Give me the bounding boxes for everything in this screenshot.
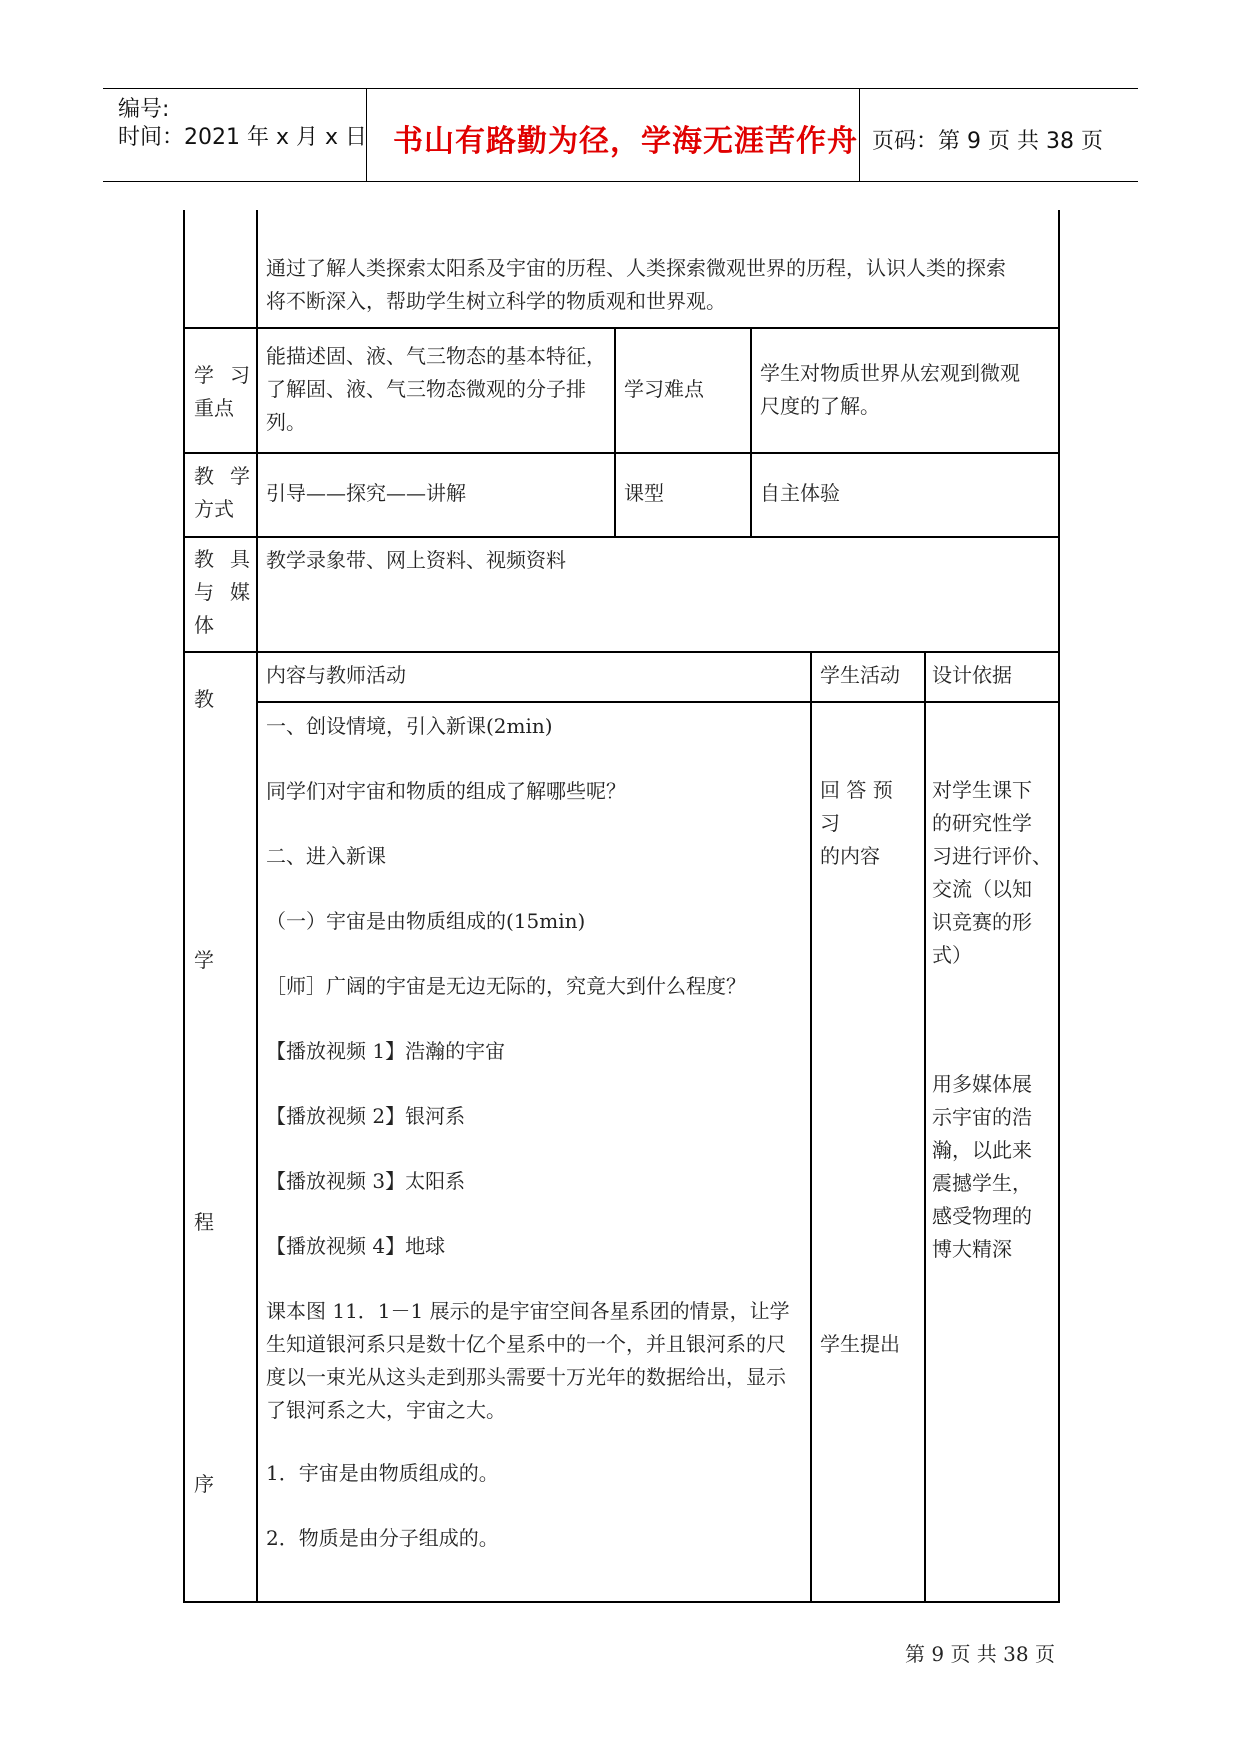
design-basis-line: 博大精深 xyxy=(932,1237,1012,1261)
design-basis-line: 震撼学生， xyxy=(932,1171,1032,1195)
table-border-bottom xyxy=(183,1601,1060,1603)
key-label-line-2: 重点 xyxy=(194,396,234,420)
design-basis-line: 习进行评价、 xyxy=(932,844,1052,868)
content-para-line: 度以一束光从这头走到那头需要十万光年的数据给出，显示 xyxy=(266,1365,786,1389)
process-label-char-2: 学 xyxy=(194,948,214,972)
content-line: 2．物质是由分子组成的。 xyxy=(266,1526,499,1550)
row-divider-header xyxy=(256,701,1060,703)
table-border-right xyxy=(1058,210,1060,1602)
content-line: 【播放视频 4】地球 xyxy=(266,1234,446,1258)
key-line-2: 了解固、液、气三物态微观的分子排 xyxy=(266,377,586,401)
column-header-design: 设计依据 xyxy=(932,663,1012,687)
col-divider-student xyxy=(810,651,812,1602)
process-label-char-4: 序 xyxy=(194,1472,214,1496)
header-top-rule xyxy=(103,88,1138,89)
content-line: 二、进入新课 xyxy=(266,844,386,868)
media-text: 教学录象带、网上资料、视频资料 xyxy=(266,548,566,572)
header-divider-right xyxy=(859,88,860,181)
key-points-text xyxy=(266,340,608,439)
student-activity-line: 的内容 xyxy=(820,844,880,868)
difficulty-text xyxy=(760,357,1052,423)
difficulty-line-2: 尺度的了解。 xyxy=(760,394,880,418)
document-number-label: 编号: xyxy=(118,97,170,122)
content-para-line: 生知道银河系只是数十亿个星系中的一个，并且银河系的尺 xyxy=(266,1332,786,1356)
design-basis-line: 式） xyxy=(932,943,972,967)
process-label-char-3: 程 xyxy=(194,1210,214,1234)
difficulty-line-1: 学生对物质世界从宏观到微观 xyxy=(760,361,1020,385)
header-bottom-rule xyxy=(103,181,1138,182)
column-header-student: 学生活动 xyxy=(820,663,900,687)
design-basis-line: 瀚，以此来 xyxy=(932,1138,1032,1162)
col-divider-design xyxy=(924,651,926,1602)
design-basis-line: 感受物理的 xyxy=(932,1204,1032,1228)
table-label-divider xyxy=(256,210,258,1602)
media-label-line-2: 与 媒 xyxy=(194,580,250,604)
student-activity-line: 回 答 预 习 xyxy=(820,778,893,835)
footer-page-number: 第 9 页 共 38 页 xyxy=(905,1642,1055,1666)
design-basis-line: 识竞赛的形 xyxy=(932,910,1032,934)
document-date: 时间：2021 年 x 月 x 日 xyxy=(118,125,367,150)
method-label xyxy=(194,460,250,526)
student-activity-2: 学生提出 xyxy=(820,1332,900,1356)
content-line: 【播放视频 1】浩瀚的宇宙 xyxy=(266,1039,506,1063)
content-line: 1．宇宙是由物质组成的。 xyxy=(266,1461,499,1485)
content-line: 【播放视频 3】太阳系 xyxy=(266,1169,466,1193)
table-border-left xyxy=(183,210,185,1602)
row-divider-2 xyxy=(183,452,1060,454)
content-line: 【播放视频 2】银河系 xyxy=(266,1104,466,1128)
row-divider-1 xyxy=(183,327,1060,329)
col-divider-b xyxy=(750,327,752,536)
header-page-number: 页码：第 9 页 共 38 页 xyxy=(872,129,1103,154)
content-line: ［师］广阔的宇宙是无边无际的，究竟大到什么程度？ xyxy=(266,974,746,998)
difficulty-label: 学习难点 xyxy=(624,377,704,401)
media-label xyxy=(194,543,250,642)
design-basis-line: 对学生课下 xyxy=(932,778,1032,802)
col-divider-a xyxy=(614,327,616,536)
goal-line-1: 通过了解人类探索太阳系及宇宙的历程、人类探索微观世界的历程，认识人类的探索 xyxy=(266,256,1006,280)
process-label-char-1: 教 xyxy=(194,687,214,711)
content-line: 一、创设情境，引入新课(2min) xyxy=(266,714,553,738)
type-text: 自主体验 xyxy=(760,481,840,505)
design-basis-line: 用多媒体展 xyxy=(932,1072,1032,1096)
student-activity-1 xyxy=(820,774,916,873)
content-line: （一）宇宙是由物质组成的(15min) xyxy=(266,909,586,933)
design-basis-line: 交流（以知 xyxy=(932,877,1032,901)
goal-line-2: 将不断深入，帮助学生树立科学的物质观和世界观。 xyxy=(266,289,726,313)
content-paragraph xyxy=(266,1295,806,1427)
media-label-line-1: 教 具 xyxy=(194,547,250,571)
design-basis-1 xyxy=(932,774,1052,972)
content-para-line: 了银河系之大，宇宙之大。 xyxy=(266,1398,506,1422)
row-divider-4 xyxy=(183,651,1060,653)
type-label: 课型 xyxy=(624,481,664,505)
design-basis-line: 示宇宙的浩 xyxy=(932,1105,1032,1129)
key-points-label xyxy=(194,359,250,425)
key-line-1: 能描述固、液、气三物态的基本特征， xyxy=(266,344,606,368)
content-para-line: 课本图 11．1－1 展示的是宇宙空间各星系团的情景，让学 xyxy=(266,1299,790,1323)
content-line: 同学们对宇宙和物质的组成了解哪些呢？ xyxy=(266,779,626,803)
method-label-line-2: 方式 xyxy=(194,497,234,521)
method-label-line-1: 教 学 xyxy=(194,464,250,488)
design-basis-line: 的研究性学 xyxy=(932,811,1032,835)
header-motto: 书山有路勤为径，学海无涯苦作舟 xyxy=(393,124,858,159)
media-label-line-3: 体 xyxy=(194,613,214,637)
row-divider-3 xyxy=(183,536,1060,538)
design-basis-2 xyxy=(932,1068,1052,1266)
method-text: 引导——探究——讲解 xyxy=(266,481,466,505)
column-header-content: 内容与教师活动 xyxy=(266,663,406,687)
key-label-line-1: 学 习 xyxy=(194,363,250,387)
goal-text xyxy=(266,252,1052,318)
key-line-3: 列。 xyxy=(266,410,306,434)
